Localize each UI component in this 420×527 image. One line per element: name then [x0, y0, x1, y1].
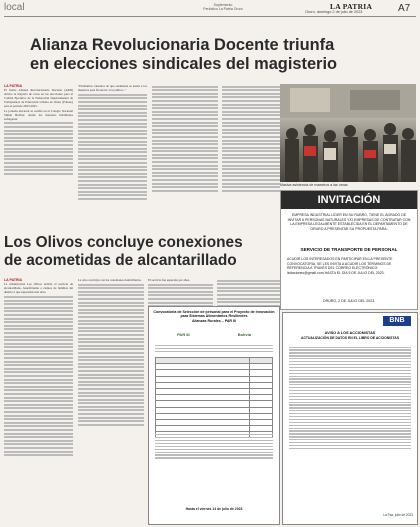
supplement-line-2: Periódico La Patria Oruro: [203, 7, 243, 11]
article2-col-1: [4, 278, 73, 458]
masthead-logo: LA PATRIA: [330, 2, 373, 11]
bnb-ad: [282, 312, 418, 525]
article2-col-2: [78, 278, 144, 427]
convocatoria-footer: Hasta el viernes 14 de julio de 2023: [185, 507, 243, 511]
issue-date: Oruro, domingo 2 de julio de 2023: [305, 10, 363, 14]
supplement-line-1: Suplemento: [213, 3, 233, 7]
convocatoria-requirements: [155, 432, 273, 460]
article1-paragraph-1: El frente Alianza Revolucionaria Docente (ARD) obtuvo la mayoría de votos en las elecciones para el Comité Ejecutivo de la Federación Departamental de Trabajadores de Educación Urbana de Oruro (Fdteuo) para el periodo 2023-2025.: [4, 88, 73, 109]
section-label: local: [4, 2, 25, 13]
bnb-footer: La Paz, julio de 2023: [383, 513, 413, 517]
invitation-body: EMPRESA INDUSTRIAL LÍDER EN SU RUBRO, TIENE EL AGRADO DE INVITAR A PERSONAS NATURALES Y/O EMPRESAS DE CONTRATAR CON LA EMPRESA LEGALMENTE ESTABLECIDA EN EL DEPARTAMENTO DE ORURO A PRESENTAR SU PROPUESTA PARA:: [287, 213, 411, 231]
convocatoria-table: [155, 357, 273, 438]
photo-caption: Masiva asistencia de maestros a las urnas: [280, 183, 348, 187]
article2-headline: [4, 234, 280, 270]
article2-col3-lead: El servicio fue esperado por años.: [148, 278, 190, 282]
article1-col-4: [222, 84, 280, 193]
article1-col-1: [4, 84, 73, 176]
invitation-signoff: ORURO, 2 DE JULIO DEL 2023.: [322, 299, 376, 303]
article1-headline: [30, 36, 420, 74]
article1-paragraph-2: La jornada electoral se realizó en el Colegio Nacional Simón Bolívar, donde los maestros habilitados sufragaron.: [4, 108, 73, 121]
bnb-body: [289, 345, 411, 451]
bnb-subtitle: ACTUALIZACIÓN DE DATOS EN EL LIBRO DE ACCIONISTAS: [301, 336, 399, 340]
convocatoria-intro: [155, 343, 273, 354]
invitation-service: SERVICIO DE TRANSPORTE DE PERSONAL: [300, 247, 398, 252]
invitation-ad: [280, 190, 418, 310]
page-number: A7: [398, 3, 411, 14]
article1-byline: LA PATRIA: [4, 84, 23, 88]
convocatoria-title: [153, 310, 275, 323]
convocatoria-logo-1: PAR III: [177, 331, 190, 337]
article1-headline-line-1: Alianza Revolucionaria Docente triunfa: [30, 36, 335, 54]
invitation-details: ACUDIR LOS INTERESADOS EN PARTICIPAR EN LA PRESENTE CONVOCATORIA, SE LES INVITA A ACUDIR LOS TÉRMINOS DE REFERENCIA A TRAVÉS DEL CORREO ELECTRÓNICO: licitaciones@gmail.com HASTA EL DÍA 5 DE JULIO DEL 2023.: [287, 257, 393, 275]
supplement-label: [188, 3, 258, 11]
article2-col2-lead: La obra concluyó con las conexiones domiciliarias.: [78, 278, 142, 282]
convocatoria-logos: [153, 329, 275, 339]
article1-headline-line-2: en elecciones sindicales del magisterio: [30, 55, 338, 73]
article1-photo: [280, 84, 416, 182]
convocatoria-ad: [148, 306, 280, 525]
masthead-rule: [4, 16, 416, 17]
article2-lead: La urbanización Los Olivos recibió el servicio de alcantarillado, beneficiando a cientos de familias del distrito 2 que esperaban esta obra.: [4, 282, 73, 295]
invitation-title-bar: INVITACIÓN: [281, 191, 417, 209]
convocatoria-title-line-2: Alianzas Rurales – PAR III: [191, 318, 237, 323]
article2-headline-line-1: Los Olivos concluye conexiones: [4, 234, 243, 251]
article1-quote: "Estábamos cansados de que solamente se usaba a los maestros para favorecer a la política...": [78, 84, 147, 93]
article2-byline: LA PATRIA: [4, 278, 23, 282]
convocatoria-title-line-1: Convocatoria de Selección de personal para el Proyecto de Innovación para Sistemas Alimentarios Resilientes: [153, 310, 275, 319]
crowd-illustration: [280, 84, 416, 182]
bnb-logo: BNB: [383, 316, 411, 326]
article2-headline-line-2: de acometidas de alcantarillado: [4, 252, 237, 269]
convocatoria-logo-2: Bolivia: [237, 331, 251, 337]
bnb-title: AVISO A LOS ACCIONISTAS: [324, 331, 376, 335]
article1-col-3: [152, 84, 218, 193]
article1-col-2: [78, 84, 147, 202]
